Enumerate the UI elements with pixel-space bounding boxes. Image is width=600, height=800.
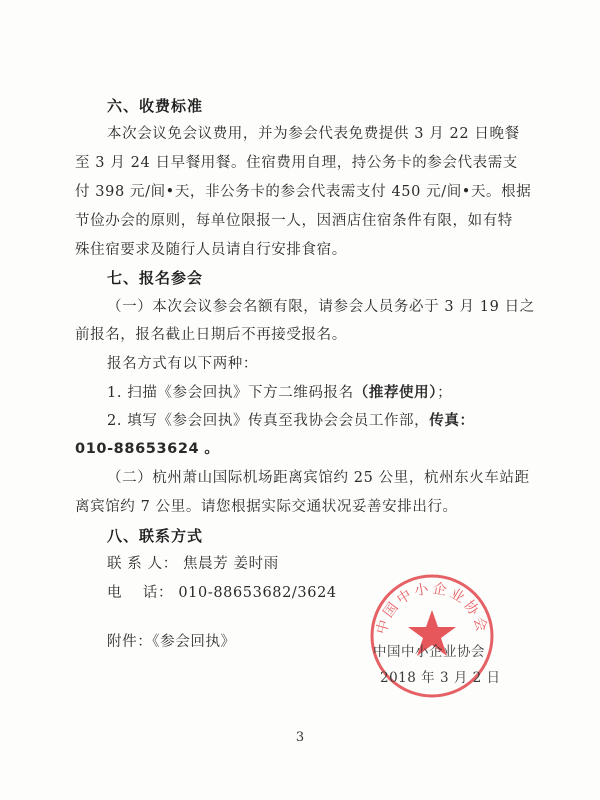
method-1-end: ； <box>437 385 453 401</box>
signature-organization: 中国中小企业协会 <box>373 644 485 660</box>
section-8-title: 八、联系方式 <box>107 527 204 545</box>
phone-row <box>107 583 337 603</box>
fax-number: 010-88653624 <box>75 441 200 457</box>
section-7-title: 七、报名参会 <box>107 269 204 287</box>
method-1-text: 1. 扫描《参会回执》下方二维码报名 <box>107 385 354 401</box>
registration-method-1 <box>107 383 452 403</box>
method-2-fax-label: 传真： <box>429 413 475 429</box>
section-7-para-1-line-1: （一）本次会议参会名额有限，请参会人员务必于 3 月 19 日之 <box>107 299 535 315</box>
attachment-note: 附件：《参会回执》 <box>107 634 236 650</box>
contact-person-value: 焦晨芳 姜时雨 <box>183 556 279 572</box>
page-number: 3 <box>295 730 305 745</box>
section-7-para-1-line-2: 前报名，报名截止日期后不再接受报名。 <box>75 327 347 343</box>
method-1-recommended: （推荐使用） <box>353 385 438 401</box>
section-6-line-5: 殊住宿要求及随行人员请自行安排食宿。 <box>75 242 347 258</box>
section-7-para-2-line-1: （二）杭州萧山国际机场距离宾馆约 25 公里，杭州东火车站距 <box>107 470 530 486</box>
seal-text: 中国中小企业协会 <box>373 580 491 637</box>
method-2-text: 2. 填写《参会回执》传真至我协会会员工作部， <box>107 413 430 429</box>
contact-person-label: 联 系 人： <box>107 556 178 572</box>
section-6-line-4: 节俭办会的原则，每单位限报一人，因酒店住宿条件有限，如有特 <box>75 213 513 229</box>
section-6-line-2: 至 3 月 24 日早餐用餐。住宿费用自理，持公务卡的参会代表需支 <box>75 155 518 171</box>
contact-person-row <box>107 554 279 574</box>
registration-methods-intro: 报名方式有以下两种： <box>107 356 258 372</box>
section-6-title: 六、收费标准 <box>107 97 204 115</box>
fax-number-line <box>75 439 220 459</box>
section-6-line-3: 付 398 元/间•天，非公务卡的参会代表需支付 450 元/间•天。根据 <box>75 184 532 200</box>
section-6-line-1: 本次会议免会议费用，并为参会代表免费提供 3 月 22 日晚餐 <box>107 126 520 142</box>
phone-value: 010-88653682/3624 <box>178 585 337 601</box>
registration-method-2 <box>107 411 475 431</box>
signature-date: 2018 年 3 月 2 日 <box>380 670 501 686</box>
fax-end: 。 <box>204 441 220 457</box>
phone-label: 电 话： <box>107 585 174 601</box>
section-7-para-2-line-2: 离宾馆约 7 公里。请您根据实际交通状况妥善安排出行。 <box>75 499 458 515</box>
